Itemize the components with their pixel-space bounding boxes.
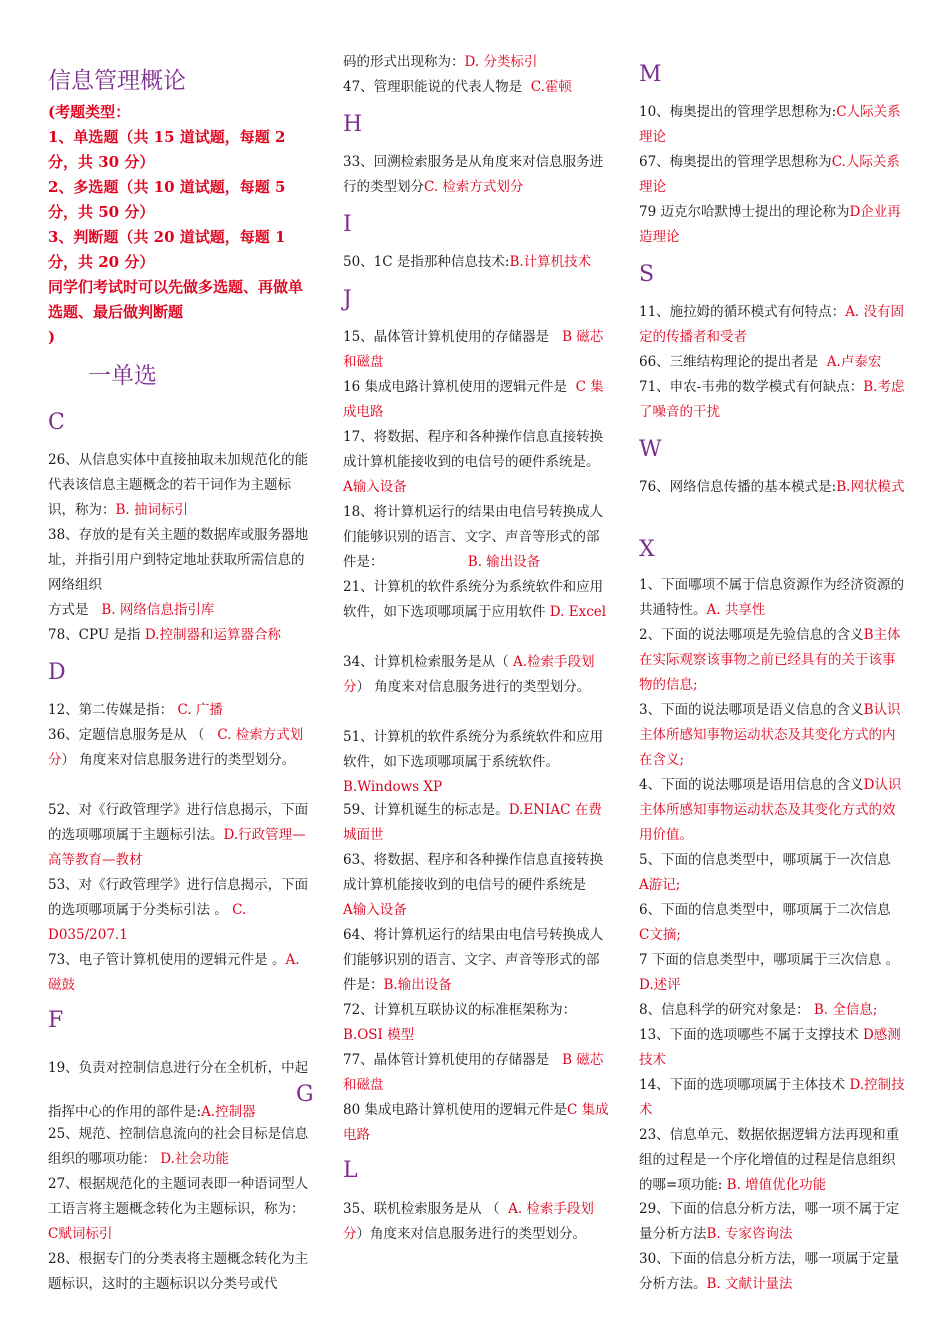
question: 67、梅奥提出的管理学思想称为C.人际关系理论 [639,154,900,195]
answer: B.考虑了噪音的干扰 [639,379,905,420]
letter-heading: I [343,212,352,237]
answer: C人际关系理论 [639,104,901,145]
question: 12、第二传媒是指： C. 广播 [48,702,223,718]
letter-heading: G [296,1082,314,1107]
letter-heading: D [48,660,66,685]
question: 28、根据专门的分类表将主题概念转化为主题标识，这时的主题标识以分类号或代 [48,1251,309,1292]
answer: D.社会功能 [160,1151,229,1167]
answer: B 磁芯和磁盘 [343,1052,604,1093]
answer: A.检索手段划分 [343,654,595,695]
letter-heading: X [639,537,655,562]
question: 78、CPU 是指 D.控制器和运算器合称 [48,627,281,643]
answer: C. 检索方式划分 [424,179,524,195]
question: 35、联机检索服务是从 （ A. 检索手段划分）角度来对信息服务进行的类型划分。 [343,1201,594,1242]
answer: B认识主体所感知事物运动状态及其变化方式的内在含义; [639,702,901,768]
letter-heading: F [48,1008,64,1033]
question: 79 迈克尔哈默博士提出的理论称为D企业再造理论 [639,204,901,245]
question: 29、下面的信息分析方法，哪一项不属于定量分析方法B. 专家咨询法 [639,1201,900,1242]
question: 4、下面的说法哪项是语用信息的含义D认识主体所感知事物运动状态及其变化方式的效用价值。 [639,777,902,843]
letter-heading: S [639,262,655,287]
question: 36、定题信息服务是从 （ C. 检索方式划分） 角度来对信息服务进行的类型划分。 [48,727,304,768]
answer: B.输出设备 [383,977,452,993]
answer: B 磁芯和磁盘 [343,329,604,370]
answer: C赋词标引 [48,1226,113,1242]
question: 50、1C 是指那种信息技术:B.计算机技术 [343,254,592,270]
question: 23、信息单元、数据依据逻辑方法再现和重组的过程是一个序化增值的过程是信息组织的哪=项功能: B. 增值优化功能 [639,1127,900,1193]
question: 5、下面的信息类型中，哪项属于一次信息 A游记; [639,852,891,893]
answer: D企业再造理论 [639,204,901,245]
question: 17、将数据、程序和各种操作信息直接转换成计算机能接收到的电信号的硬件系统是。 A输入设备 [343,429,604,495]
section-heading: 一单选 [88,363,157,389]
answer: A.磁鼓 [48,952,300,993]
exam-info [48,100,313,350]
question: 63、将数据、程序和各种操作信息直接转换成计算机能接收到的电信号的硬件系统是 A输入设备 [343,852,604,918]
answer: B主体在实际观察该事物之前已经具有的关于该事物的信息; [639,627,901,693]
question: 15、晶体管计算机使用的存储器是 B 磁芯和磁盘 [343,329,604,370]
question: 11、施拉姆的循环模式有何特点：A. 没有固定的传播者和受者 [639,304,905,345]
exam-info-line: 3、判断题（共 20 道试题，每题 1 分，共 20 分） [48,228,286,271]
question: 34、计算机检索服务是从（ A.检索手段划分） 角度来对信息服务进行的类型划分。 [343,654,595,695]
question: 51、计算机的软件系统分为系统软件和应用软件，如下选项哪项属于系统软件。 B.Windows XP [343,729,604,795]
answer: B. 全信息; [813,1002,878,1018]
answer: B. 增值优化功能 [726,1177,827,1193]
answer: A.卢泰宏 [826,354,882,370]
question: 14、下面的选项哪项属于主体技术 D.控制技术 [639,1077,905,1118]
question: 73、电子管计算机使用的逻辑元件是 。A.磁鼓 [48,952,300,993]
question: 3、下面的说法哪项是语义信息的含义B认识主体所感知事物运动状态及其变化方式的内在含义; [639,702,901,768]
answer: A输入设备 [343,479,407,495]
question: 59、计算机诞生的标志是。D.ENIAC 在费城面世 [343,802,602,843]
letter-heading: J [343,287,352,312]
answer: C.人际关系理论 [639,154,900,195]
letter-heading: H [343,112,363,137]
answer: D认识主体所感知事物运动状态及其变化方式的效用价值。 [639,777,902,843]
answer: A. 没有固定的传播者和受者 [639,304,905,345]
answer: B. 网络信息指引库 [101,602,215,618]
doc-title: 信息管理概论 [48,68,186,94]
answer: B.Windows XP [343,779,443,795]
answer: D.行政管理—高等教育—教材 [48,827,306,868]
question: 8、信息科学的研究对象是： B. 全信息; [639,1002,878,1018]
answer: B. 文献计量法 [706,1276,793,1292]
answer: D.ENIAC 在费城面世 [343,802,602,843]
question: 方式是 B. 网络信息指引库 [48,602,215,618]
exam-info-line: (考题类型： [48,103,131,121]
question: 27、根据规范化的主题词表即一种语词型人工语言将主题概念转化为主题标识，称为：C赋词标引 [48,1176,309,1242]
answer: A游记; [639,877,681,893]
answer: D感测技术 [639,1027,901,1068]
answer: A输入设备 [343,902,407,918]
answer: C 集成电路 [343,379,604,420]
answer: C 集成电路 [343,1102,609,1143]
question: 47、管理职能说的代表人物是 C.霍顿 [343,79,572,95]
letter-heading: C [48,410,65,435]
answer: C. D035/207.1 [48,902,247,943]
question: 6、下面的信息类型中，哪项属于二次信息 C文摘; [639,902,891,943]
answer: B.网状模式 [836,479,905,495]
answer: A. 共享性 [706,602,766,618]
question: 71、申农-韦弗的数学模式有何缺点：B.考虑了噪音的干扰 [639,379,905,420]
question: 19、负责对控制信息进行分在全机析，中起指挥中心的作用的部件是:A.控制器 [48,1060,309,1120]
question: 53、对《行政管理学》进行信息揭示，下面的选项哪项属于分类标引法 。 C. D035/207.1 [48,877,309,943]
question: 25、规范、控制信息流向的社会目标是信息组织的哪项功能： D.社会功能 [48,1126,309,1167]
question: 72、计算机互联协议的标准框架称为： B.OSI 模型 [343,1002,577,1043]
letter-heading: L [343,1158,358,1183]
question: 13、下面的选项哪些不属于支撑技术 D感测技术 [639,1027,901,1068]
question: 18、将计算机运行的结果由电信号转换成人们能够识别的语言、文字、声音等形式的部件是： B. 输出设备 [343,504,604,570]
answer: D.述评 [639,977,681,993]
answer: A.控制器 [201,1104,256,1120]
letter-heading: M [639,62,662,87]
answer: A. 检索手段划分 [343,1201,594,1242]
answer: B.计算机技术 [509,254,592,270]
question: 80 集成电路计算机使用的逻辑元件是C 集成电路 [343,1102,609,1143]
exam-info-line: 同学们考试时可以先做多选题、再做单选题、最后做判断题 [48,278,304,321]
answer: D. 分类标引 [464,54,538,70]
question: 30、下面的信息分析方法，哪一项属于定量分析方法。B. 文献计量法 [639,1251,900,1292]
answer: D.控制器和运算器合称 [144,627,281,643]
question: 码的形式出现称为：D. 分类标引 [343,54,538,70]
question: 77、晶体管计算机使用的存储器是 B 磁芯和磁盘 [343,1052,604,1093]
question: 64、将计算机运行的结果由电信号转换成人们能够识别的语言、文字、声音等形式的部件是：B.输出设备 [343,927,604,993]
question: 76、网络信息传播的基本模式是:B.网状模式 [639,479,905,495]
answer: C. 广播 [177,702,223,718]
answer: B. 输出设备 [467,554,541,570]
answer: B.OSI 模型 [343,1027,415,1043]
question: 52、对《行政管理学》进行信息揭示，下面的选项哪项属于主题标引法。D.行政管理—高等教育—教材 [48,802,309,868]
question: 1、下面哪项不属于信息资源作为经济资源的共通特性。A. 共享性 [639,577,905,618]
answer: C文摘; [639,927,681,943]
exam-info-line: 2、多选题（共 10 道试题，每题 5 分，共 50 分） [48,178,286,221]
question: 7 下面的信息类型中，哪项属于三次信息 。 D.述评 [639,952,900,993]
answer: B. 专家咨询法 [706,1226,793,1242]
question: 26、从信息实体中直接抽取未加规范化的能代表该信息主题概念的若干词作为主题标识，称为：B. 抽词标引 [48,452,309,518]
question: 16 集成电路计算机使用的逻辑元件是 C 集成电路 [343,379,604,420]
question: 38、存放的是有关主题的数据库或服务器地址，并指引用户到特定地址获取所需信息的网络组织 [48,527,309,593]
exam-info-line: ) [48,328,56,346]
question: 21、计算机的软件系统分为系统软件和应用软件，如下选项哪项属于应用软件 D. Excel [343,579,607,620]
question: 66、三维结构理论的提出者是 A.卢泰宏 [639,354,882,370]
answer: D. Excel [549,604,607,620]
answer: D.控制技术 [639,1077,905,1118]
letter-heading: W [639,437,662,462]
exam-info-line: 1、单选题（共 15 道试题，每题 2 分，共 30 分） [48,128,286,171]
answer: B. 抽词标引 [115,502,189,518]
question: 10、梅奥提出的管理学思想称为:C人际关系理论 [639,104,901,145]
answer: C.霍顿 [530,79,572,95]
answer: C. 检索方式划分 [48,727,304,768]
question: 33、回溯检索服务是从角度来对信息服务进行的类型划分C. 检索方式划分 [343,154,604,195]
question: 2、下面的说法哪项是先验信息的含义B主体在实际观察该事物之前已经具有的关于该事物的信息; [639,627,901,693]
